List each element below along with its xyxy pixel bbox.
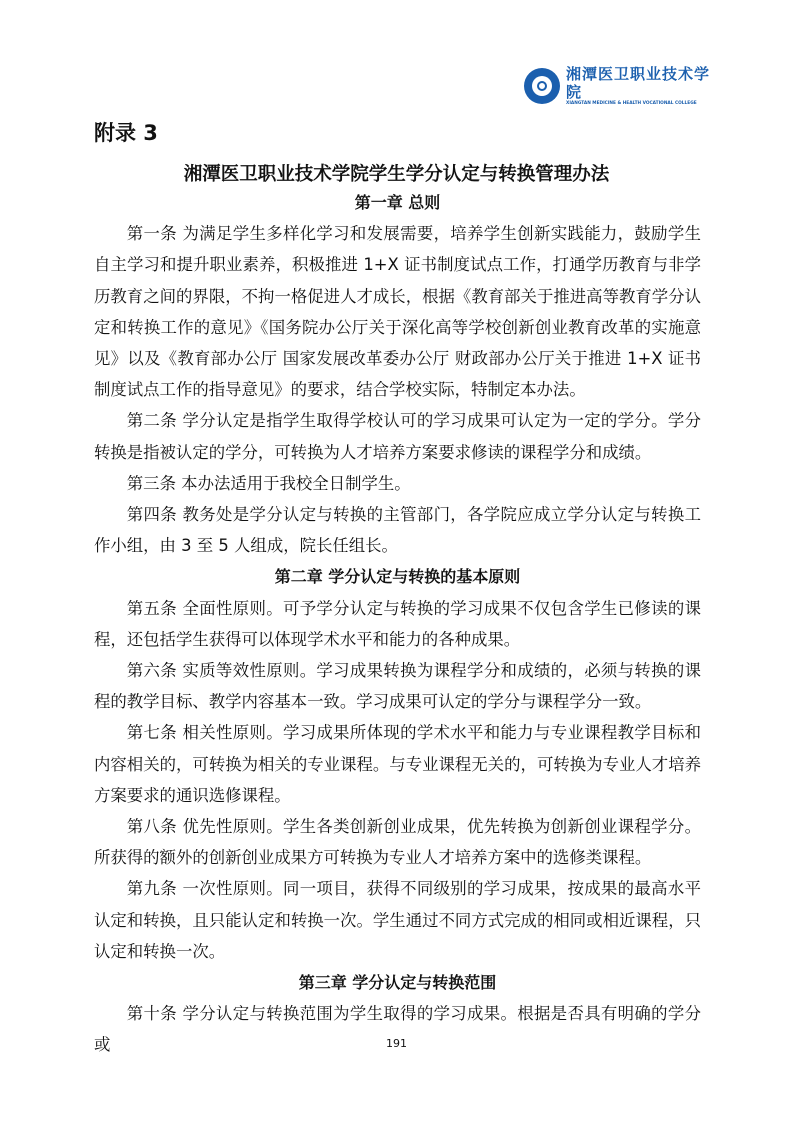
article-paragraph: 第八条 优先性原则。学生各类创新创业成果，优先转换为创新创业课程学分。所获得的额外的创新创业成果方可转换为专业人才培养方案中的选修类课程。: [94, 817, 701, 868]
article-paragraph: 第七条 相关性原则。学习成果所体现的学术水平和能力与专业课程教学目标和内容相关的，可转换为相关的专业课程。与专业课程无关的，可转换为专业人才培养方案要求的通识选修课程。: [94, 723, 701, 805]
page-number: 191: [386, 1037, 407, 1050]
article-paragraph: 第五条 全面性原则。可予学分认定与转换的学习成果不仅包含学生已修读的课程，还包括学生获得可以体现学术水平和能力的各种成果。: [94, 598, 701, 649]
document-body: [94, 187, 701, 1061]
chapter-heading: 第三章 学分认定与转换范围: [298, 973, 497, 993]
chapter-heading: 第二章 学分认定与转换的基本原则: [274, 567, 521, 587]
article-paragraph: 第一条 为满足学生多样化学习和发展需要，培养学生创新实践能力，鼓励学生自主学习和提升职业素养，积极推进 1+X 证书制度试点工作，打通学历教育与非学历教育之间的界限，不拘一格促进人才成长，根据《教育部关于推进高等教育学分认定和转换工作的意见》《国务院办公厅关于深化高等学校创新创业教育改革的实施意见》以及《教育部办公厅 国家发展改革委办公厅 财政部办公厅关于推进 1+X 证书制度试点工作的指导意见》的要求，结合学校实际，特制定本办法。: [94, 224, 701, 400]
article-paragraph: 第二条 学分认定是指学生取得学校认可的学习成果可认定为一定的学分。学分转换是指被认定的学分，可转换为人才培养方案要求修读的课程学分和成绩。: [94, 411, 701, 462]
article-paragraph: 第三条 本办法适用于我校全日制学生。: [126, 473, 411, 493]
appendix-label: 附录 3: [94, 121, 158, 145]
college-logo: [524, 66, 714, 106]
article-paragraph: 第六条 实质等效性原则。学习成果转换为课程学分和成绩的，必须与转换的课程的教学目标、教学内容基本一致。学习成果可认定的学分与课程学分一致。: [94, 661, 701, 712]
logo-name-en: XIANGTAN MEDICINE & HEALTH VOCATIONAL COLLEGE: [566, 101, 697, 106]
article-paragraph: 第九条 一次性原则。同一项目，获得不同级别的学习成果，按成果的最高水平认定和转换，且只能认定和转换一次。学生通过不同方式完成的相同或相近课程，只认定和转换一次。: [94, 879, 701, 961]
article-paragraph: 第四条 教务处是学分认定与转换的主管部门，各学院应成立学分认定与转换工作小组，由 3 至 5 人组成，院长任组长。: [94, 505, 701, 556]
chapter-heading: 第一章 总则: [354, 193, 441, 212]
document-title: 湘潭医卫职业技术学院学生学分认定与转换管理办法: [183, 164, 610, 185]
article-paragraph: 第十条 学分认定与转换范围为学生取得的学习成果。根据是否具有明确的学分或: [94, 1004, 701, 1055]
logo-name-cn: 湘潭医卫职业技术学院: [566, 65, 711, 101]
college-seal-icon: [524, 68, 560, 104]
